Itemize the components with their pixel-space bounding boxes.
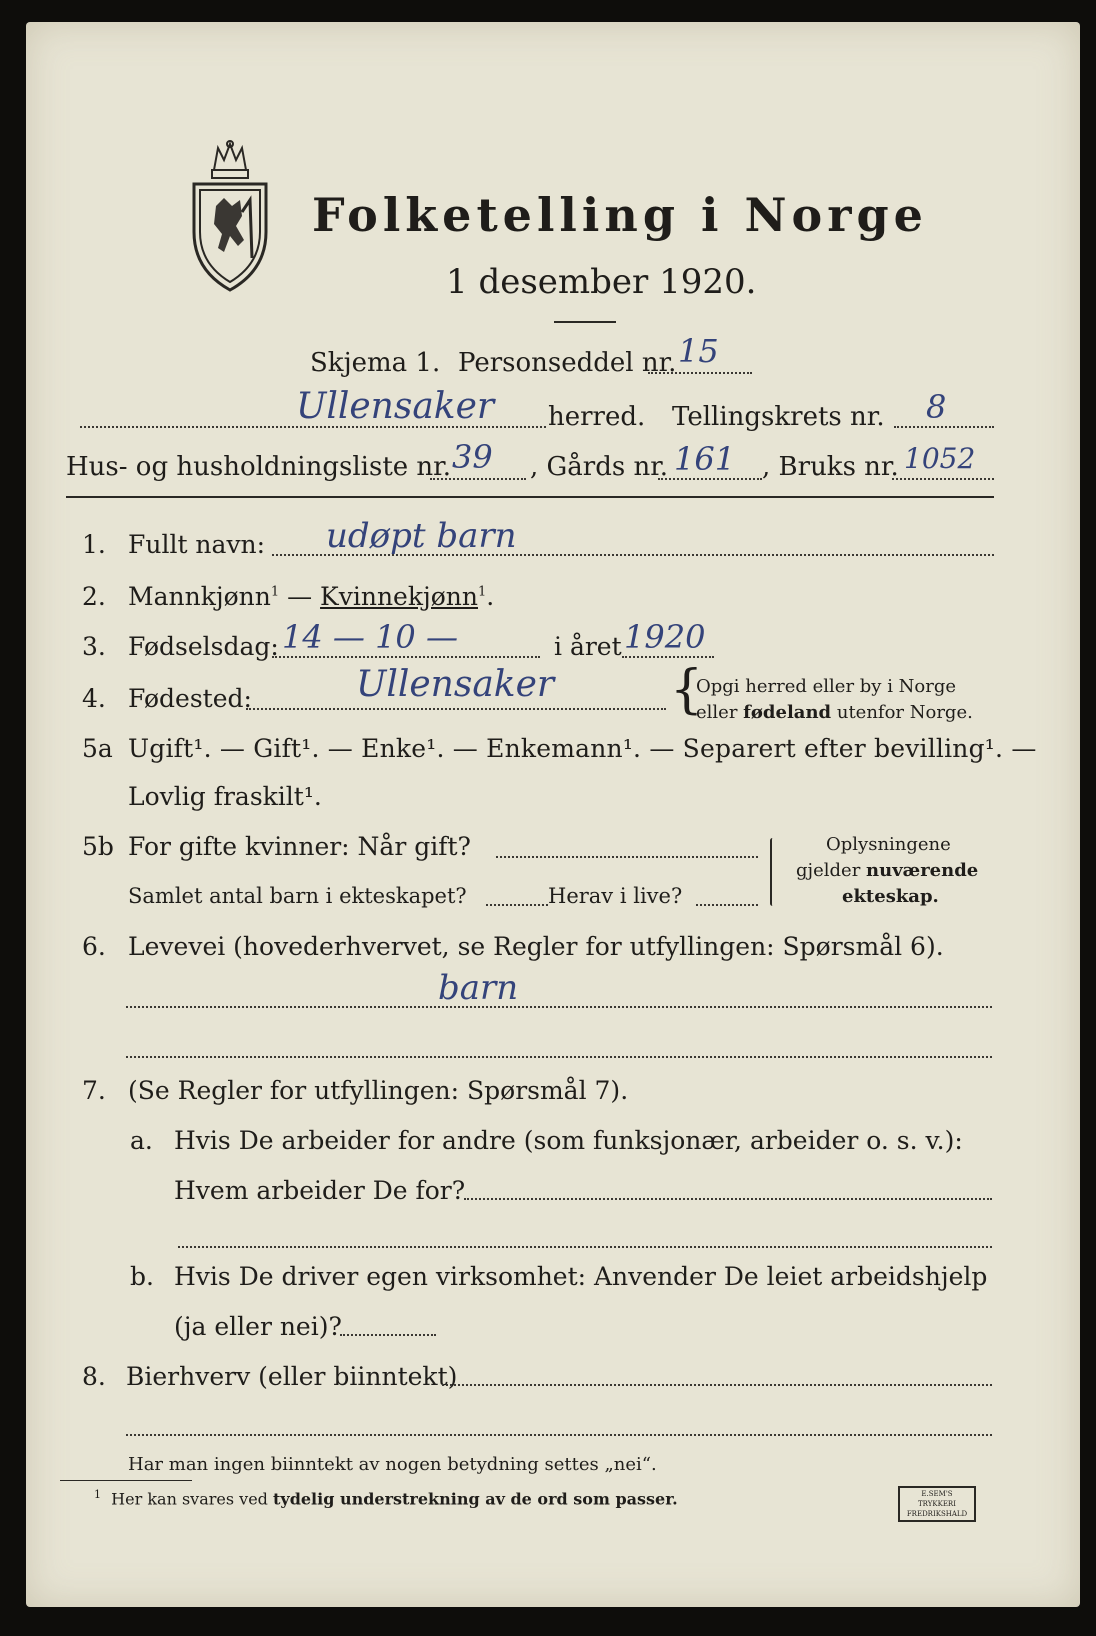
q2-male-footnote: 1	[270, 584, 280, 600]
q2-number: 2.	[82, 582, 106, 611]
gards-line	[658, 478, 762, 480]
q4-note-post: utenfor Norge.	[831, 702, 973, 723]
husliste-value: 39	[452, 438, 493, 476]
q5b-alive-line	[696, 904, 758, 906]
q3-value: 14 — 10 —	[282, 618, 458, 656]
herred-value: Ullensaker	[296, 386, 495, 427]
printer-stamp-line1: E.SEM'S TRYKKERI	[918, 1490, 956, 1508]
footnote-pre: Her kan svares ved	[111, 1489, 273, 1509]
q5b-note3: ekteskap.	[842, 886, 939, 907]
q3-year-line	[622, 656, 714, 658]
q6-line2	[126, 1056, 992, 1058]
q6-line1	[126, 1006, 992, 1008]
q4-note-line2	[696, 702, 973, 723]
q8-line2	[126, 1434, 992, 1436]
personseddel-label: Personseddel nr.	[458, 348, 677, 378]
q7a-line1: Hvis De arbeider for andre (som funksjonær, arbeider o. s. v.):	[174, 1126, 963, 1155]
printer-stamp	[898, 1486, 976, 1522]
q2-female-footnote: 1	[478, 584, 487, 600]
q5a-number: 5a	[82, 734, 113, 763]
husliste-line	[430, 478, 526, 480]
q6-number: 6.	[82, 932, 106, 961]
personseddel-line	[648, 372, 752, 374]
q8-number: 8.	[82, 1362, 106, 1391]
schema-label: Skjema 1.	[310, 348, 441, 378]
q4-note-bold: fødeland	[743, 702, 832, 723]
q5a-line1: Ugift¹. — Gift¹. — Enke¹. — Enkemann¹. — Separert efter bevilling¹. —	[128, 734, 1037, 763]
printer-stamp-line2: FREDRIKSHALD	[906, 1510, 968, 1518]
footnote-number: 1	[94, 1488, 101, 1501]
q2-end: .	[486, 582, 495, 611]
q2-gender-options	[128, 582, 494, 611]
footer-note: Har man ingen biinntekt av nogen betydning settes „nei“.	[128, 1454, 657, 1475]
footnote-bold: tydelig understrekning av de ord som passer.	[273, 1489, 678, 1509]
q5b-children-line	[486, 904, 548, 906]
q2-female-selected: Kvinnekjønn	[320, 582, 478, 611]
q4-number: 4.	[82, 684, 106, 713]
husliste-label: Hus- og husholdningsliste nr.	[66, 452, 452, 482]
tellingskrets-label: Tellingskrets nr.	[672, 402, 885, 432]
gards-value: 161	[674, 440, 736, 478]
q2-separator: —	[279, 582, 321, 611]
title-divider	[554, 321, 616, 323]
q3-year-value: 1920	[624, 618, 706, 656]
q1-label: Fullt navn:	[128, 530, 266, 559]
q1-number: 1.	[82, 530, 106, 559]
tellingskrets-value: 8	[926, 388, 947, 426]
bruks-label: , Bruks nr.	[762, 452, 899, 482]
q5a-line2: Lovlig fraskilt¹.	[128, 782, 322, 811]
q8-line1	[442, 1384, 992, 1386]
q7a-number: a.	[130, 1126, 153, 1155]
q4-line	[246, 708, 666, 710]
q5b-note2-bold: nuværende	[866, 860, 979, 881]
q4-note-pre: eller	[696, 702, 744, 723]
footnote	[94, 1488, 678, 1508]
herred-label: herred.	[548, 402, 646, 432]
q5b-note2	[796, 860, 978, 881]
q7b-answer-line	[340, 1334, 436, 1336]
q4-brace: {	[670, 660, 704, 720]
q7b-line1: Hvis De driver egen virksomhet: Anvender De leiet arbeidshjelp	[174, 1262, 988, 1291]
q5b-line1: For gifte kvinner: Når gift?	[128, 832, 471, 861]
census-form	[26, 22, 1080, 1607]
q5b-married-line	[496, 856, 758, 858]
norway-coat-of-arms-icon	[184, 140, 276, 296]
q7a-answer-line2	[178, 1246, 992, 1248]
q6-label: Levevei (hovederhvervet, se Regler for utfyllingen: Spørsmål 6).	[128, 932, 944, 961]
q4-note-line1: Opgi herred eller by i Norge	[696, 676, 957, 697]
bruks-value: 1052	[904, 442, 976, 475]
census-date: 1 desember 1920.	[446, 262, 757, 302]
q5b-note1: Oplysningene	[826, 834, 951, 855]
gards-label: , Gårds nr.	[530, 452, 669, 482]
q7-number: 7.	[82, 1076, 106, 1105]
personseddel-value: 15	[678, 332, 719, 370]
tellingskrets-line	[894, 426, 994, 428]
q2-male: Mannkjønn	[128, 582, 271, 611]
footnote-rule	[60, 1480, 192, 1481]
bruks-line	[892, 478, 994, 480]
q3-year-label: i året	[554, 632, 622, 661]
form-title: Folketelling i Norge	[312, 188, 928, 242]
q1-value: udøpt barn	[326, 516, 517, 556]
q4-label: Fødested:	[128, 684, 252, 713]
q5b-children-label: Samlet antal barn i ekteskapet?	[128, 884, 467, 908]
q3-line	[272, 656, 540, 658]
q5b-note2-pre: gjelder	[796, 860, 867, 881]
q7-label: (Se Regler for utfyllingen: Spørsmål 7).	[128, 1076, 629, 1105]
q8-label: Bierhverv (eller biinntekt)	[126, 1362, 458, 1391]
q3-label: Fødselsdag:	[128, 632, 279, 661]
q3-number: 3.	[82, 632, 106, 661]
q7b-line2: (ja eller nei)?	[174, 1312, 342, 1341]
q7a-answer-line	[464, 1198, 992, 1200]
q5b-number: 5b	[82, 832, 114, 861]
q6-value: barn	[438, 968, 519, 1008]
q7a-line2: Hvem arbeider De for?	[174, 1176, 466, 1205]
q5b-alive-label: Herav i live?	[548, 884, 683, 908]
header-divider	[66, 496, 994, 498]
q4-value: Ullensaker	[356, 664, 555, 705]
q5b-bracket	[770, 838, 775, 906]
q7b-number: b.	[130, 1262, 154, 1291]
